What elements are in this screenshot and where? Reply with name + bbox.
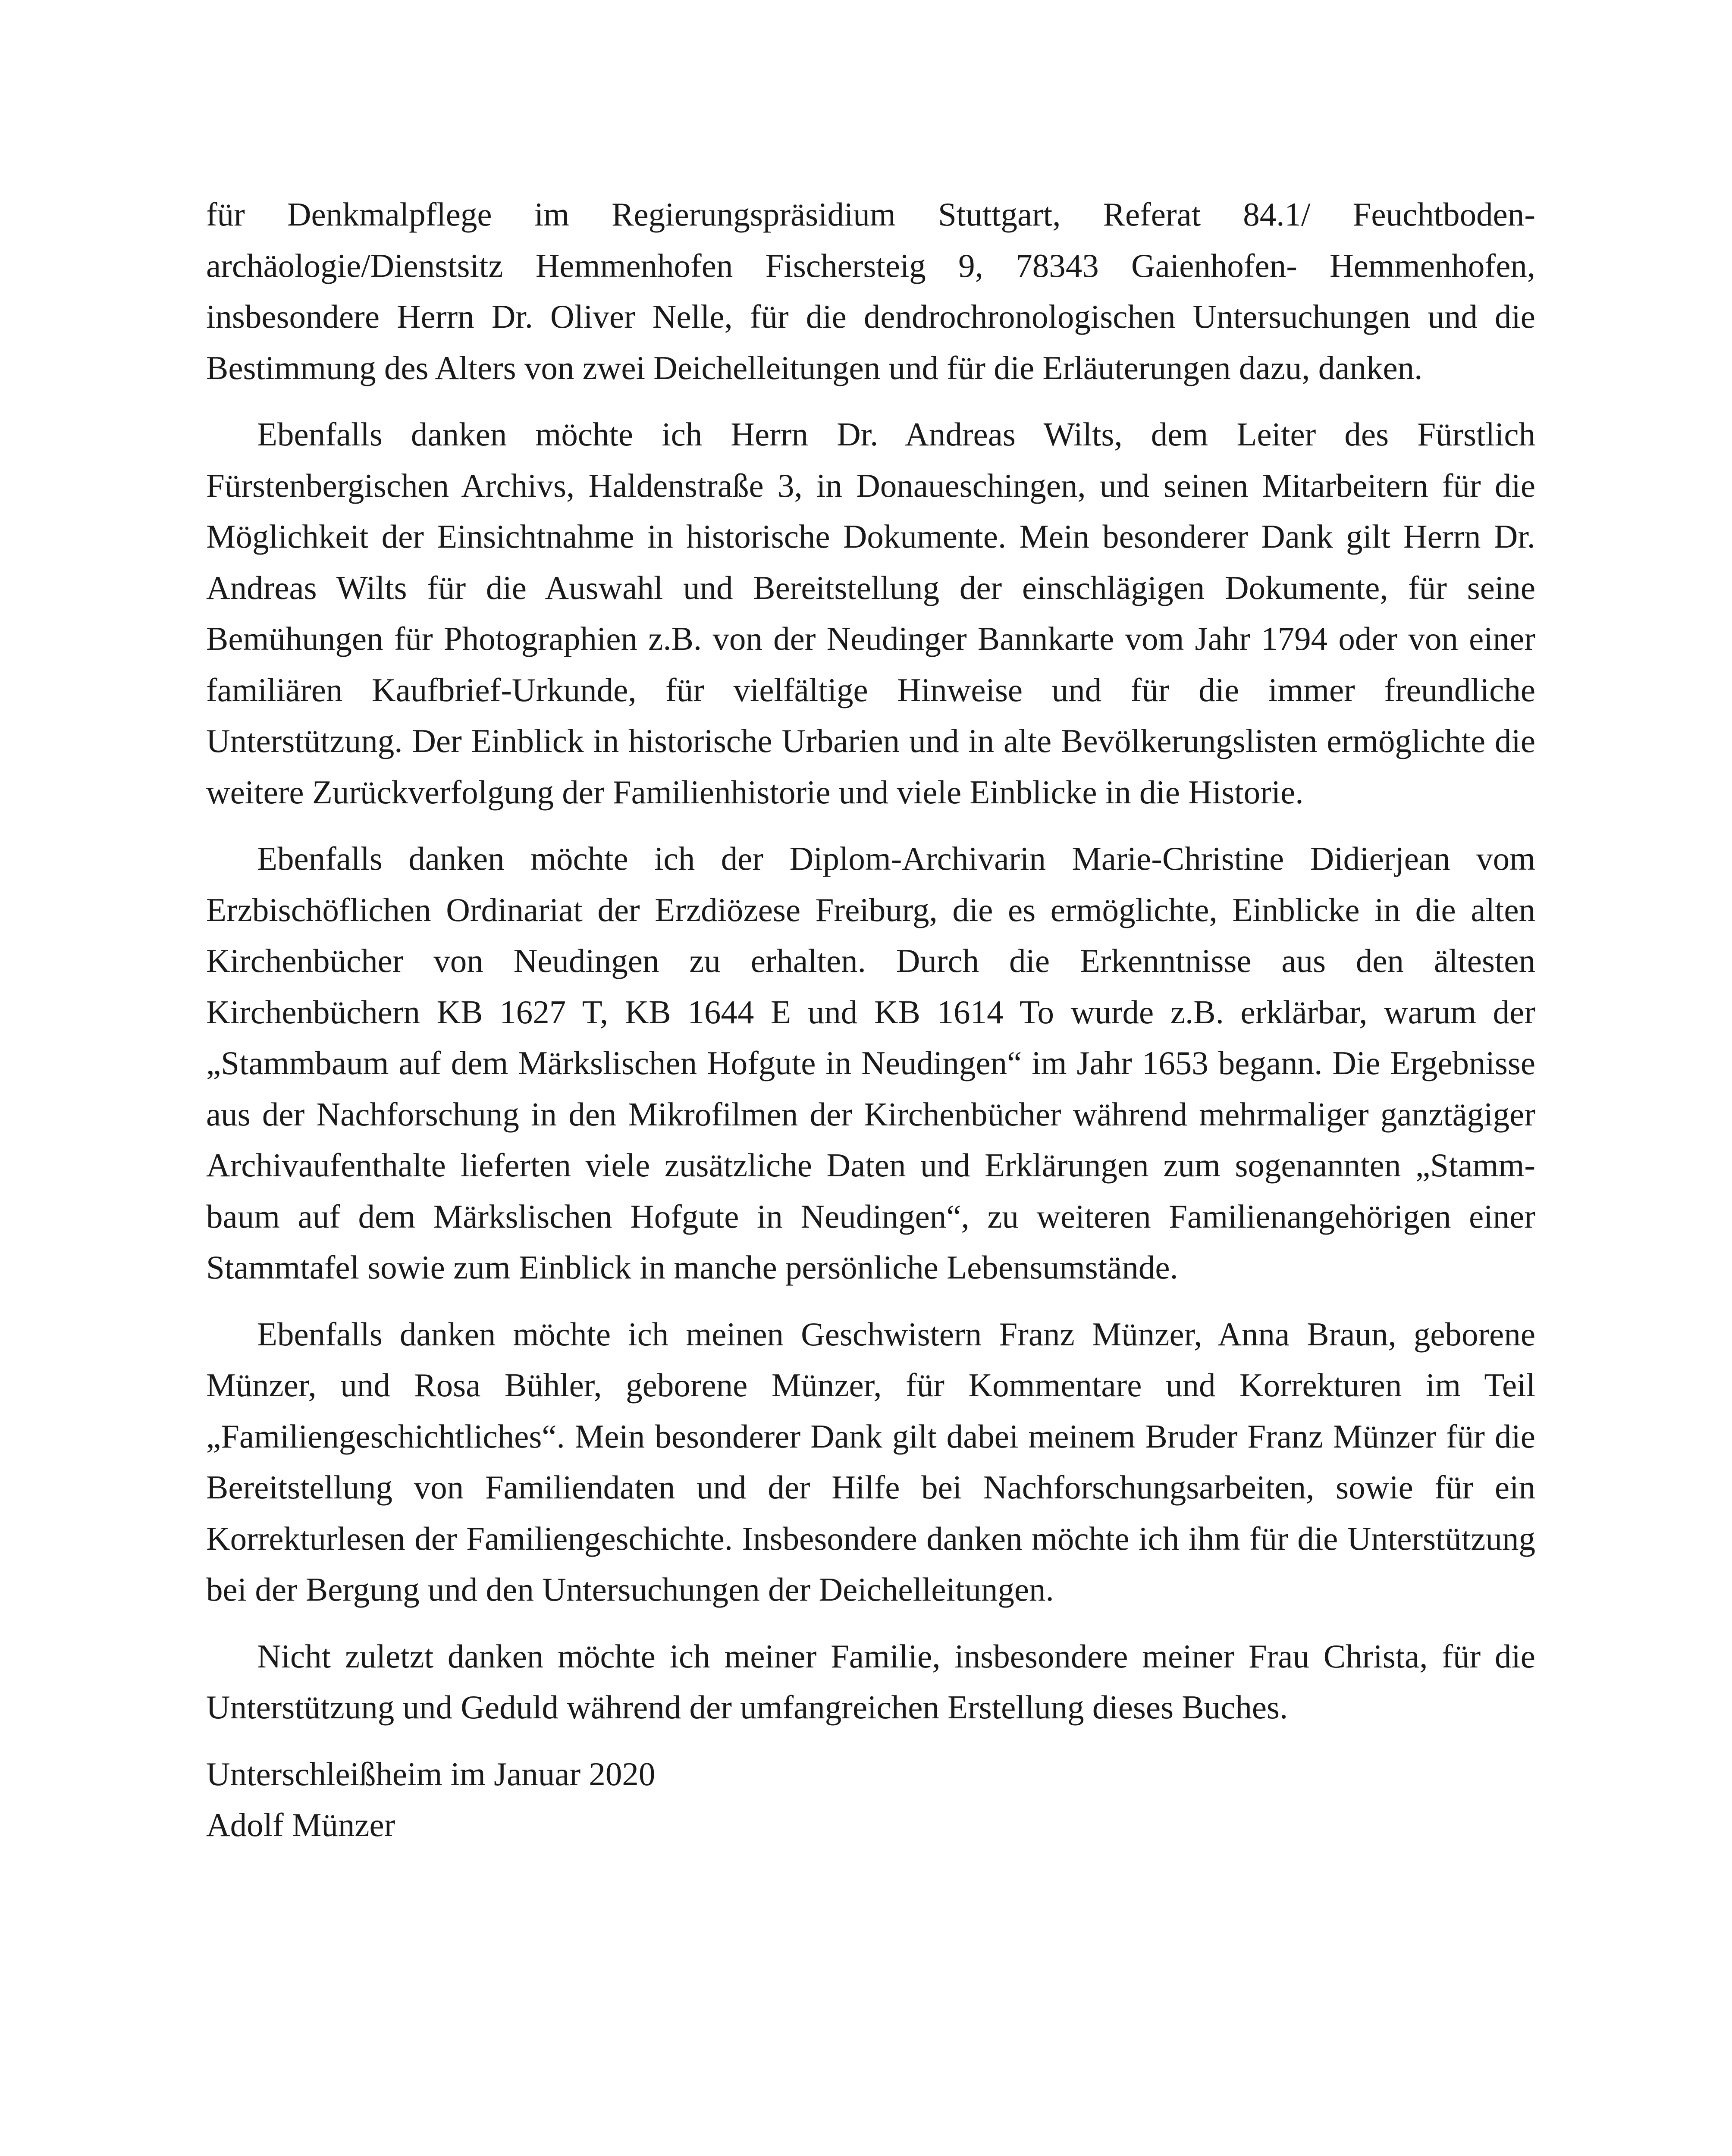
paragraph-archive-thanks: Ebenfalls danken möchte ich Herrn Dr. Andreas Wilts, dem Leiter des Fürstlich Fürstenbergischen Archivs, Haldenstraße 3, in Donaueschingen, und seinen Mitarbeitern für die Möglichkeit der Einsichtnahme in historische Dokumente. Mein besonderer Dank gilt Herrn Dr. Andreas Wilts für die Auswahl und Bereitstellung der einschlägigen Dokumente, für seine Bemühungen für Photographien z.B. von der Neudinger Bannkarte vom Jahr 1794 oder von einer familiären Kaufbrief-Urkunde, für vielfältige Hinweise und für die immer freundliche Unterstützung. Der Einblick in historische Urbarien und in alte Bevölkerungslisten ermöglichte die weitere Zurückverfolgung der Familienhistorie und viele Einblicke in die Historie. [206, 416, 1535, 811]
body-text [206, 189, 1535, 1851]
paragraph-family-thanks: Nicht zuletzt danken möchte ich meiner Familie, insbesondere meiner Frau Christa, für die Unterstützung und Geduld während der umfangreichen Erstellung dieses Buches. [206, 1637, 1535, 1726]
author-name: Adolf Münzer [206, 1806, 395, 1843]
paragraph-continuation: für Denkmalpflege im Regierungspräsidium Stuttgart, Referat 84.1/ Feuchtbodenarchäologie/Dienstsitz Hemmenhofen Fischersteig 9, 78343 Gaienhofen- Hemmenhofen, insbesondere Herrn Dr. Oliver Nelle, für die dendrochronologischen Untersuchungen und die Bestimmung des Alters von zwei Deichelleitungen und für die Erläuterungen dazu, danken. [206, 196, 1535, 386]
signature-block [206, 1749, 1535, 1851]
paragraph-siblings-thanks: Ebenfalls danken möchte ich meinen Geschwistern Franz Münzer, Anna Braun, geborene Münzer, und Rosa Bühler, geborene Münzer, für Kommentare und Korrekturen im Teil „Familiengeschichtliches“. Mein besonderer Dank gilt dabei meinem Bruder Franz Münzer für die Bereitstellung von Familiendaten und der Hilfe bei Nachforschungsarbeiten, sowie für ein Korrekturlesen der Familiengeschichte. Insbesondere danken möchte ich ihm für die Unterstützung bei der Bergung und den Untersuchungen der Deichelleitungen. [206, 1315, 1535, 1608]
paragraph-church-records-thanks: Ebenfalls danken möchte ich der Diplom-Archivarin Marie-Christine Didierjean vom Erzbischöflichen Ordinariat der Erzdiözese Freiburg, die es ermöglichte, Einblicke in die alten Kirchenbücher von Neudingen zu erhalten. Durch die Erkenntnisse aus den ältesten Kirchenbüchern KB 1627 T, KB 1644 E und KB 1614 To wurde z.B. erklärbar, warum der „Stammbaum auf dem Märkslischen Hofgute in Neudingen“ im Jahr 1653 begann. Die Ergebnisse aus der Nachforschung in den Mikrofilmen der Kirchenbücher während mehrmaliger ganztägiger Archivaufenthalte lieferten viele zusätzliche Daten und Erklärungen zum sogenannten „Stammbaum auf dem Märkslischen Hofgute in Neudingen“, zu weiteren Familienangehörigen einer Stammtafel sowie zum Einblick in manche persönliche Lebensumstände. [206, 840, 1535, 1286]
place-date: Unterschleißheim im Januar 2020 [206, 1755, 656, 1792]
